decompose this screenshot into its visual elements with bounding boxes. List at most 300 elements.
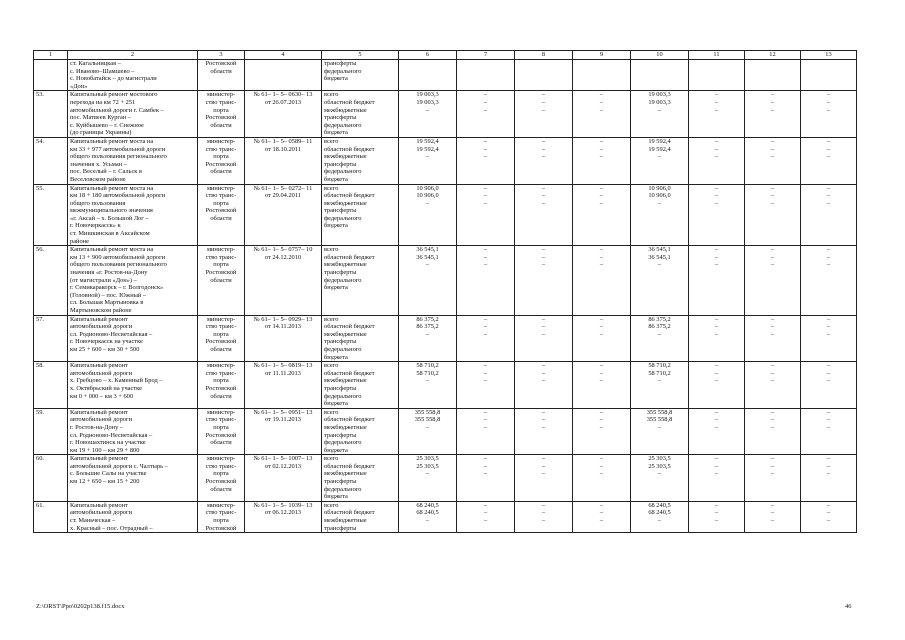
value-cell-col-12 — [745, 60, 801, 91]
value-cell-col-10 — [631, 362, 689, 409]
funding-source-label: всего — [324, 362, 339, 370]
value-entry: – — [599, 470, 604, 478]
funding-source-label: областной бюджет — [324, 253, 375, 261]
value-entry: – — [657, 377, 662, 385]
value-entry: – — [826, 509, 831, 517]
table-row — [34, 408, 857, 455]
value-cell-col-10 — [631, 91, 689, 138]
value-entry: – — [599, 261, 604, 269]
value-entry: – — [541, 98, 546, 106]
value-entry: – — [541, 91, 546, 99]
value-entry: – — [541, 369, 546, 377]
customer-cell: министер- ство транс- порта Ростовской области — [198, 137, 245, 184]
funding-source-label: межбюджетные трансферты федерального бюджета — [324, 470, 367, 501]
value-entry: 58 710,2 — [416, 362, 439, 370]
row-number: 59. — [34, 408, 68, 455]
value-entry: – — [770, 509, 775, 517]
column-header-13: 13 — [801, 51, 857, 60]
funding-source-cell — [322, 137, 399, 184]
value-entry: – — [599, 408, 604, 416]
value-entry: 58 710,2 — [648, 362, 671, 370]
funding-source-label: межбюджетные трансферты федерального бюджета — [324, 330, 367, 361]
value-cell-col-12 — [745, 184, 801, 246]
value-entry: – — [714, 91, 719, 99]
value-entry: – — [483, 455, 488, 463]
value-entry: – — [770, 246, 775, 254]
approval-document: № 61– 1– 5– 1039– 13 от 06.12.2013 — [245, 501, 322, 532]
value-cell-col-9 — [573, 60, 631, 91]
value-entry: – — [714, 517, 719, 525]
table-row — [34, 455, 857, 502]
value-cell-col-13 — [801, 362, 857, 409]
value-cell-col-6 — [399, 362, 457, 409]
value-entry: – — [714, 369, 719, 377]
object-description: Капитальный ремонт моста на км 33 + 977 автомобильной дороги общего пользования регионального значения х. Усьман – пос. Веселый – г. Сальск в Веселовском районе — [68, 137, 198, 184]
value-entry: 19 592,4 — [416, 145, 439, 153]
funding-source-label: областной бюджет — [324, 369, 375, 377]
funding-source-label: всего — [324, 408, 339, 416]
value-entry: 19 003,3 — [416, 98, 439, 106]
row-number — [34, 60, 68, 91]
value-entry: – — [714, 315, 719, 323]
value-cell-col-9 — [573, 455, 631, 502]
value-cell-col-11 — [689, 60, 745, 91]
funding-source-label: всего — [324, 455, 339, 463]
value-entry: – — [826, 408, 831, 416]
customer-cell: министер- ство транс- порта Ростовской области — [198, 91, 245, 138]
value-cell-col-7 — [457, 137, 515, 184]
funding-source-label: областной бюджет — [324, 192, 375, 200]
value-entry: – — [770, 145, 775, 153]
funding-source-label: областной бюджет — [324, 145, 375, 153]
file-path-footer: Z:\ORST\Ppo\0202p138.f15.docx — [36, 603, 125, 610]
row-number: 58. — [34, 362, 68, 409]
value-entry: – — [826, 470, 831, 478]
value-entry: – — [483, 261, 488, 269]
value-entry: 36 545,1 — [416, 246, 439, 254]
value-cell-col-8 — [515, 60, 573, 91]
value-entry: – — [425, 261, 430, 269]
object-description: Капитальный ремонт моста на км 18 + 180 автомобильной дороги общего пользования межмуниципального значения «г. Аксай – х. Большой Лог – г. Новочеркасск» к ст. Мишкинская в Аксайском районе — [68, 184, 198, 246]
object-description: Капитальный ремонт автомобильной дороги х. Гребцово – х. Каменный Брод – х. Октябрьский на участке км 0 + 000 – км 3 + 600 — [68, 362, 198, 409]
funding-source-label: всего — [324, 137, 339, 145]
value-entry: – — [826, 253, 831, 261]
value-entry: – — [483, 470, 488, 478]
value-entry: 86 375,2 — [416, 323, 439, 331]
value-entry: – — [770, 192, 775, 200]
value-entry: – — [657, 423, 662, 431]
funding-source-label: областной бюджет — [324, 416, 375, 424]
funding-source-label: областной бюджет — [324, 323, 375, 331]
column-header-6: 6 — [399, 51, 457, 60]
value-entry: – — [483, 462, 488, 470]
value-entry: – — [541, 455, 546, 463]
approval-document: № 61– 1– 5– 0757– 10 от 24.12.2010 — [245, 246, 322, 315]
object-description: Капитальный ремонт моста на км 13 + 900 автомобильной дороги общего пользования регионального значения «г. Ростов-на-Дону (от магистрали «Дон») – г. Семикаракорск – г. Волгодонск» (Головной) – пос. Южный – сл. Большая Мартыновка в Мартыновском районе — [68, 246, 198, 315]
value-entry: – — [770, 184, 775, 192]
funding-source-label: межбюджетные трансферты федерального бюджета — [324, 261, 367, 292]
column-number-row — [34, 51, 857, 60]
value-entry: – — [599, 330, 604, 338]
funding-source-label: межбюджетные трансферты федерального бюджета — [324, 377, 367, 408]
value-entry: – — [483, 315, 488, 323]
value-entry: – — [599, 192, 604, 200]
value-entry: – — [770, 106, 775, 114]
value-entry: – — [483, 98, 488, 106]
funding-source-label: всего — [324, 184, 339, 192]
column-header-2: 2 — [68, 51, 198, 60]
funding-source-label: всего — [324, 315, 339, 323]
column-header-8: 8 — [515, 51, 573, 60]
value-cell-col-9 — [573, 184, 631, 246]
value-entry: – — [770, 369, 775, 377]
value-entry: – — [541, 330, 546, 338]
value-cell-col-13 — [801, 246, 857, 315]
customer-cell: министер- ство транс- порта Ростовской области — [198, 408, 245, 455]
value-entry: 19 003,3 — [648, 91, 671, 99]
value-entry: 25 303,5 — [416, 455, 439, 463]
value-cell-col-8 — [515, 91, 573, 138]
value-entry: – — [599, 323, 604, 331]
value-cell-col-12 — [745, 246, 801, 315]
value-entry: 36 545,1 — [648, 246, 671, 254]
customer-cell: министер- ство транс- порта Ростовской — [198, 501, 245, 532]
value-entry: – — [770, 261, 775, 269]
value-cell-col-6 — [399, 408, 457, 455]
value-cell-col-9 — [573, 501, 631, 532]
customer-cell: министер- ство транс- порта Ростовской области — [198, 184, 245, 246]
object-description: Капитальный ремонт мостового перехода на км 72 + 251 автомобильной дороги г. Самбек – пос. Матвеев Курган – с. Куйбышево – г. Снежное (до границы Украины) — [68, 91, 198, 138]
table-body — [34, 60, 857, 533]
column-header-11: 11 — [689, 51, 745, 60]
value-cell-col-7 — [457, 501, 515, 532]
value-cell-col-9 — [573, 362, 631, 409]
column-header-7: 7 — [457, 51, 515, 60]
value-entry: – — [714, 199, 719, 207]
value-entry: 68 240,5 — [416, 509, 439, 517]
value-entry: – — [826, 323, 831, 331]
value-entry: 10 906,0 — [648, 184, 671, 192]
column-header-5: 5 — [322, 51, 399, 60]
value-entry: – — [770, 462, 775, 470]
value-cell-col-8 — [515, 408, 573, 455]
value-cell-col-8 — [515, 501, 573, 532]
value-entry: – — [714, 98, 719, 106]
table-row — [34, 60, 857, 91]
value-entry: – — [657, 199, 662, 207]
value-entry: 355 558,8 — [646, 408, 673, 416]
value-entry: – — [541, 192, 546, 200]
value-entry: – — [425, 199, 430, 207]
value-entry: – — [770, 91, 775, 99]
value-entry: – — [425, 377, 430, 385]
column-header-12: 12 — [745, 51, 801, 60]
value-entry: – — [483, 253, 488, 261]
value-cell-col-8 — [515, 184, 573, 246]
value-cell-col-10 — [631, 408, 689, 455]
value-entry: – — [770, 98, 775, 106]
value-entry: – — [541, 184, 546, 192]
object-description: Капитальный ремонт автомобильной дороги г. Ростов-на-Дону – сл. Родионово-Несветайская – г. Новошахтинск на участке км 19 + 100 – км 29 + 800 — [68, 408, 198, 455]
value-entry: – — [770, 153, 775, 161]
value-entry: – — [599, 184, 604, 192]
value-entry: – — [714, 330, 719, 338]
value-entry: – — [714, 423, 719, 431]
funding-source-label: всего — [324, 91, 339, 99]
funding-source-cell — [322, 246, 399, 315]
value-entry: 86 375,2 — [648, 315, 671, 323]
value-entry: – — [425, 106, 430, 114]
approval-document: № 61– 1– 5– 0630– 13 от 26.07.2013 — [245, 91, 322, 138]
value-entry: – — [541, 517, 546, 525]
approval-document: № 61– 1– 5– 0272– 11 от 29.04.2011 — [245, 184, 322, 246]
value-entry: – — [483, 184, 488, 192]
row-number: 60. — [34, 455, 68, 502]
value-cell-col-11 — [689, 501, 745, 532]
value-cell-col-7 — [457, 455, 515, 502]
value-entry: 25 303,5 — [648, 455, 671, 463]
value-cell-col-13 — [801, 91, 857, 138]
value-entry: 19 003,3 — [648, 98, 671, 106]
table-row — [34, 184, 857, 246]
value-entry: – — [425, 517, 430, 525]
value-entry: – — [714, 470, 719, 478]
value-entry: – — [599, 377, 604, 385]
value-entry: – — [714, 253, 719, 261]
value-entry: 68 240,5 — [648, 501, 671, 509]
value-entry: – — [770, 470, 775, 478]
value-entry: – — [714, 455, 719, 463]
funding-source-label: трансферты федерального бюджета — [324, 60, 362, 83]
value-entry: – — [770, 253, 775, 261]
value-entry: – — [541, 323, 546, 331]
value-entry: – — [483, 517, 488, 525]
value-cell-col-12 — [745, 455, 801, 502]
value-entry: – — [599, 315, 604, 323]
value-cell-col-10 — [631, 501, 689, 532]
value-entry: – — [770, 199, 775, 207]
value-entry: – — [483, 369, 488, 377]
value-cell-col-13 — [801, 137, 857, 184]
value-entry: – — [541, 153, 546, 161]
value-cell-col-9 — [573, 315, 631, 362]
value-cell-col-11 — [689, 408, 745, 455]
value-cell-col-7 — [457, 184, 515, 246]
value-cell-col-13 — [801, 455, 857, 502]
value-cell-col-6 — [399, 455, 457, 502]
value-entry: – — [599, 362, 604, 370]
value-entry: – — [657, 106, 662, 114]
value-entry: – — [770, 377, 775, 385]
value-entry: – — [599, 416, 604, 424]
value-entry: – — [826, 517, 831, 525]
value-cell-col-6 — [399, 246, 457, 315]
funding-source-cell — [322, 91, 399, 138]
value-cell-col-7 — [457, 60, 515, 91]
value-entry: – — [714, 192, 719, 200]
value-entry: – — [714, 145, 719, 153]
value-entry: – — [541, 423, 546, 431]
column-header-1: 1 — [34, 51, 68, 60]
value-entry: – — [483, 362, 488, 370]
value-entry: 355 558,8 — [414, 408, 441, 416]
value-cell-col-7 — [457, 91, 515, 138]
funding-source-cell — [322, 184, 399, 246]
value-entry: 19 592,4 — [416, 137, 439, 145]
value-cell-col-11 — [689, 362, 745, 409]
value-cell-col-12 — [745, 362, 801, 409]
value-entry: – — [714, 153, 719, 161]
value-cell-col-10 — [631, 315, 689, 362]
value-entry: – — [483, 199, 488, 207]
value-entry: – — [483, 377, 488, 385]
value-entry: – — [714, 408, 719, 416]
funding-source-cell — [322, 455, 399, 502]
value-entry: 68 240,5 — [648, 509, 671, 517]
value-entry: – — [826, 184, 831, 192]
value-entry: – — [657, 153, 662, 161]
customer-cell: министер- ство транс- порта Ростовской области — [198, 455, 245, 502]
value-entry: – — [541, 137, 546, 145]
value-entry: – — [826, 246, 831, 254]
value-entry: – — [483, 145, 488, 153]
value-cell-col-9 — [573, 137, 631, 184]
value-entry: – — [599, 423, 604, 431]
value-entry: – — [826, 501, 831, 509]
value-entry: – — [425, 330, 430, 338]
value-cell-col-10 — [631, 246, 689, 315]
approval-document: № 61– 1– 5– 0589– 11 от 18.10.2011 — [245, 137, 322, 184]
value-entry: – — [541, 416, 546, 424]
approval-document: № 61– 1– 5– 1007– 13 от 02.12.2013 — [245, 455, 322, 502]
value-entry: – — [599, 455, 604, 463]
value-entry: – — [826, 261, 831, 269]
table-row — [34, 91, 857, 138]
value-entry: – — [599, 253, 604, 261]
value-cell-col-6 — [399, 315, 457, 362]
value-cell-col-6 — [399, 60, 457, 91]
value-entry: – — [483, 408, 488, 416]
value-cell-col-9 — [573, 408, 631, 455]
value-cell-col-7 — [457, 362, 515, 409]
value-entry: – — [770, 330, 775, 338]
value-entry: – — [599, 369, 604, 377]
value-entry: 36 545,1 — [416, 253, 439, 261]
value-cell-col-11 — [689, 315, 745, 362]
value-entry: 86 375,2 — [416, 315, 439, 323]
value-entry: 19 592,4 — [648, 145, 671, 153]
value-entry: – — [770, 315, 775, 323]
value-entry: – — [826, 423, 831, 431]
value-entry: – — [599, 106, 604, 114]
value-entry: – — [599, 462, 604, 470]
value-entry: – — [714, 106, 719, 114]
funding-source-label: межбюджетные трансферты федерального бюджета — [324, 199, 367, 230]
value-entry: – — [425, 423, 430, 431]
value-entry: – — [714, 509, 719, 517]
value-entry: – — [826, 330, 831, 338]
value-entry: – — [483, 423, 488, 431]
value-entry: 25 303,5 — [416, 462, 439, 470]
value-entry: – — [599, 517, 604, 525]
value-entry: – — [599, 509, 604, 517]
row-number: 53. — [34, 91, 68, 138]
value-cell-col-10 — [631, 60, 689, 91]
column-header-3: 3 — [198, 51, 245, 60]
funding-source-label: межбюджетные трансферты — [324, 517, 367, 532]
funding-source-label: межбюджетные трансферты федерального бюджета — [324, 106, 367, 137]
funding-source-cell — [322, 60, 399, 91]
value-cell-col-10 — [631, 184, 689, 246]
funding-source-cell — [322, 315, 399, 362]
value-cell-col-11 — [689, 246, 745, 315]
value-entry: – — [541, 199, 546, 207]
funding-source-cell — [322, 408, 399, 455]
funding-source-label: областной бюджет — [324, 98, 375, 106]
table-row — [34, 246, 857, 315]
value-cell-col-13 — [801, 184, 857, 246]
value-entry: – — [826, 377, 831, 385]
value-cell-col-8 — [515, 137, 573, 184]
table-row — [34, 501, 857, 532]
value-entry: – — [770, 323, 775, 331]
value-cell-col-13 — [801, 501, 857, 532]
value-entry: – — [599, 153, 604, 161]
value-entry: – — [657, 261, 662, 269]
value-entry: – — [541, 315, 546, 323]
value-entry: – — [541, 509, 546, 517]
value-entry: – — [826, 315, 831, 323]
value-entry: – — [826, 91, 831, 99]
value-entry: – — [826, 145, 831, 153]
value-entry: – — [826, 153, 831, 161]
value-entry: – — [541, 501, 546, 509]
value-entry: – — [541, 106, 546, 114]
value-entry: – — [483, 501, 488, 509]
value-entry: – — [826, 199, 831, 207]
value-entry: – — [826, 416, 831, 424]
value-entry: 86 375,2 — [648, 323, 671, 331]
value-entry: – — [714, 362, 719, 370]
value-entry: 36 545,1 — [648, 253, 671, 261]
value-cell-col-12 — [745, 501, 801, 532]
value-entry: – — [657, 330, 662, 338]
value-cell-col-6 — [399, 501, 457, 532]
value-entry: – — [714, 323, 719, 331]
value-entry: – — [541, 246, 546, 254]
value-entry: – — [770, 455, 775, 463]
approval-document: № 61– 1– 5– 0819– 13 от 11.11.2013 — [245, 362, 322, 409]
value-cell-col-12 — [745, 91, 801, 138]
value-entry: – — [483, 323, 488, 331]
value-entry: 355 558,8 — [414, 416, 441, 424]
customer-cell: министер- ство транс- порта Ростовской области — [198, 246, 245, 315]
value-entry: – — [714, 501, 719, 509]
customer-cell: Ростовской области — [198, 60, 245, 91]
value-entry: – — [483, 246, 488, 254]
value-entry: – — [599, 199, 604, 207]
approval-document — [245, 60, 322, 91]
value-entry: 68 240,5 — [416, 501, 439, 509]
value-entry: – — [541, 261, 546, 269]
value-entry: – — [483, 106, 488, 114]
value-cell-col-12 — [745, 315, 801, 362]
funding-source-label: межбюджетные трансферты федерального бюджета — [324, 153, 367, 183]
value-entry: – — [770, 408, 775, 416]
value-entry: 58 710,2 — [416, 369, 439, 377]
value-entry: – — [541, 470, 546, 478]
value-entry: – — [425, 470, 430, 478]
